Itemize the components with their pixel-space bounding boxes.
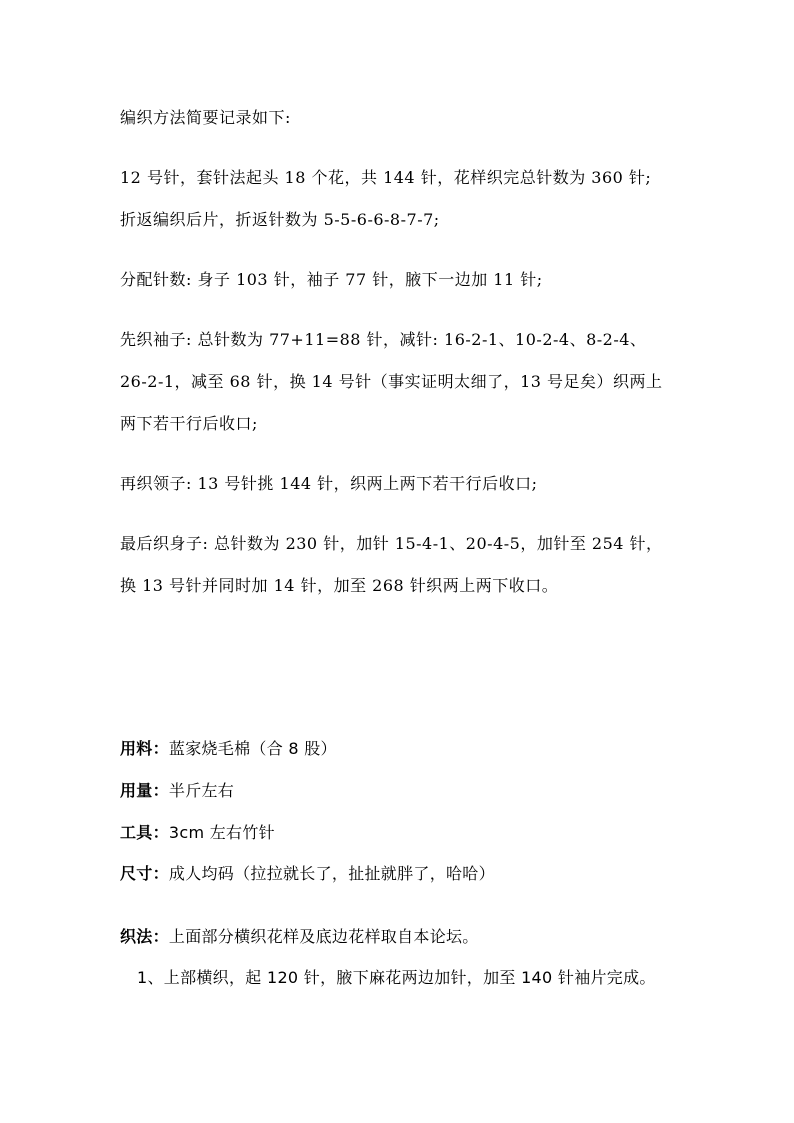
paragraph-collar: 再织领子: 13 号针挑 144 针，织两上两下若干行后收口; (120, 474, 538, 493)
material-line (120, 739, 337, 759)
paragraph-sleeves-line-3: 两下若干行后收口; (120, 414, 258, 433)
paragraph-sleeves-line-2: 26-2-1，减至 68 针，换 14 号针（事实证明太细了，13 号足矣）织两上 (120, 372, 663, 391)
amount-value: 半斤左右 (168, 781, 235, 800)
intro-line: 编织方法简要记录如下: (120, 108, 291, 127)
paragraph-body-line-2: 换 13 号针并同时加 14 针，加至 268 针织两上两下收口。 (120, 576, 559, 595)
paragraph-sleeves-line-1: 先织袖子: 总针数为 77+11=88 针，减针: 16-2-1、10-2-4、8-2-4、 (120, 330, 647, 349)
paragraph-body-line-1: 最后织身子: 总针数为 230 针，加针 15-4-1、20-4-5，加针至 254 针， (120, 534, 663, 553)
tool-line (120, 823, 275, 843)
paragraph-cast-on-line-1: 12 号针，套针法起头 18 个花，共 144 针，花样织完总针数为 360 针; (120, 168, 652, 187)
method-line (120, 927, 479, 947)
step-1-line: 1、上部横织，起 120 针，腋下麻花两边加针，加至 140 针袖片完成。 (137, 968, 656, 987)
material-label: 用料： (120, 739, 169, 758)
size-value: 成人均码（拉拉就长了，扯扯就胖了，哈哈） (168, 864, 495, 883)
paragraph-cast-on-line-2: 折返编织后片，折返针数为 5-5-6-6-8-7-7; (120, 210, 440, 229)
size-label: 尺寸： (120, 864, 169, 883)
amount-label: 用量： (120, 781, 169, 800)
tool-value: 3cm 左右竹针 (168, 823, 275, 842)
method-value: 上面部分横织花样及底边花样取自本论坛。 (168, 927, 479, 946)
amount-line (120, 781, 234, 801)
size-line (120, 864, 495, 884)
tool-label: 工具： (120, 823, 169, 842)
paragraph-stitch-allocation: 分配针数: 身子 103 针，袖子 77 针，腋下一边加 11 针; (120, 270, 543, 289)
method-label: 织法： (120, 927, 169, 946)
material-value: 蓝家烧毛棉（合 8 股） (168, 739, 337, 758)
